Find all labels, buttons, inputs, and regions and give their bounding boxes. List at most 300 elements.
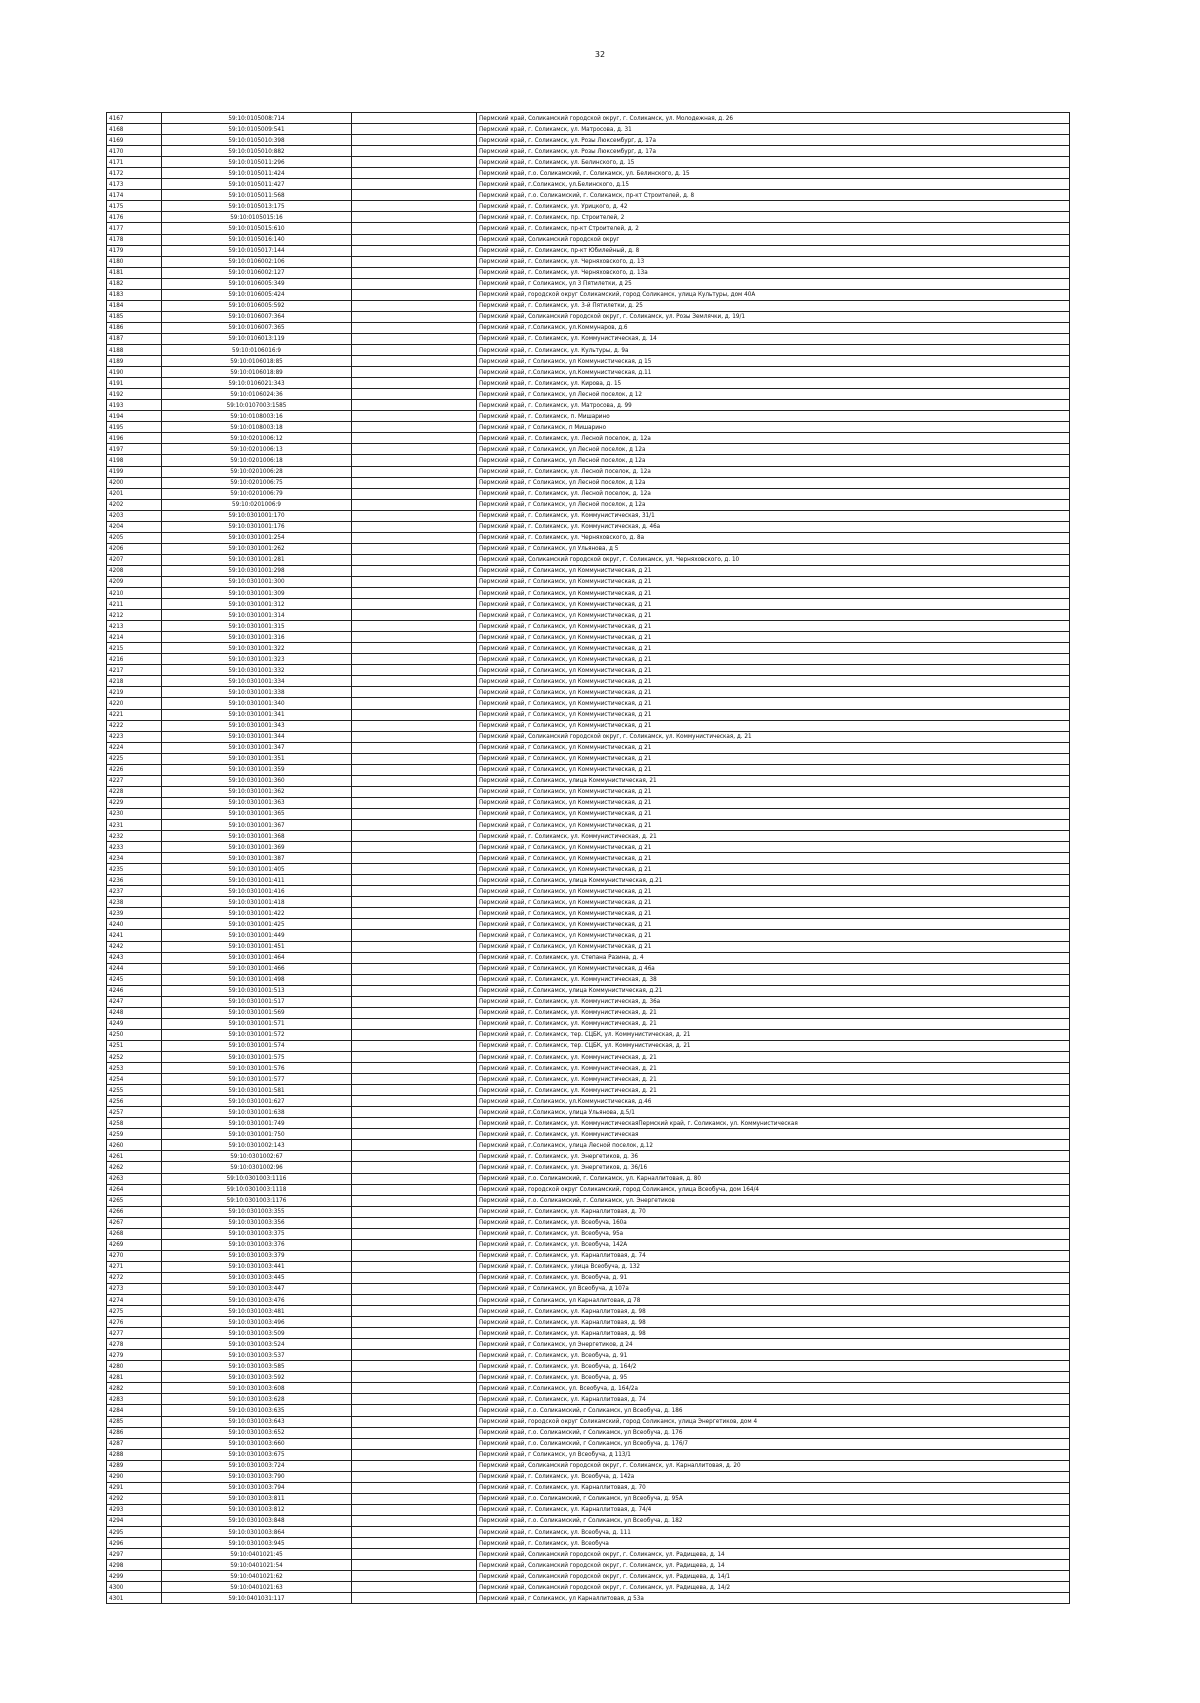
address-cell: Пермский край, г. Соликамск, ул. Белинского, д. 15	[477, 157, 1070, 168]
row-number-cell: 4237	[107, 886, 162, 897]
table-row	[107, 1085, 1070, 1096]
address-cell: Пермский край, г Соликамск, ул Коммунистическая, д 21	[477, 786, 1070, 797]
empty-cell	[352, 1195, 477, 1206]
address-cell: Пермский край, г. Соликамск, ул. Коммунистическая, д. 21	[477, 1051, 1070, 1062]
table-row	[107, 1493, 1070, 1504]
empty-cell	[352, 1140, 477, 1151]
address-cell: Пермский край, г. Соликамск, ул. Лесной поселок, д. 12а	[477, 488, 1070, 499]
cadastral-number-cell: 59:10:0105016:140	[162, 234, 352, 245]
empty-cell	[352, 157, 477, 168]
address-cell: Пермский край, г.Соликамск, ул.Коммунистическая, д.11	[477, 367, 1070, 378]
cadastral-number-cell: 59:10:0106016:9	[162, 344, 352, 355]
cadastral-number-cell: 59:10:0301003:481	[162, 1306, 352, 1317]
address-cell: Пермский край, г Соликамск, ул Коммунистическая, д 21	[477, 930, 1070, 941]
row-number-cell: 4283	[107, 1394, 162, 1405]
cadastral-number-cell: 59:10:0301003:376	[162, 1239, 352, 1250]
empty-cell	[352, 632, 477, 643]
cadastral-number-cell: 59:10:0301003:585	[162, 1361, 352, 1372]
cadastral-number-cell: 59:10:0401021:62	[162, 1571, 352, 1582]
cadastral-number-cell: 59:10:0301003:447	[162, 1283, 352, 1294]
address-cell: Пермский край, г Соликамск, ул Коммунистическая, д 21	[477, 676, 1070, 687]
address-cell: Пермский край, г.Соликамск, улица Лесной поселок, д.12	[477, 1140, 1070, 1151]
table-row	[107, 786, 1070, 797]
cadastral-number-cell: 59:10:0301003:537	[162, 1350, 352, 1361]
cadastral-number-cell: 59:10:0301003:675	[162, 1449, 352, 1460]
empty-cell	[352, 820, 477, 831]
cadastral-number-cell: 59:10:0301001:351	[162, 753, 352, 764]
row-number-cell: 4297	[107, 1549, 162, 1560]
cadastral-number-cell: 59:10:0301003:628	[162, 1394, 352, 1405]
address-cell: Пермский край, г. Соликамск, ул. Матросова, д. 99	[477, 400, 1070, 411]
row-number-cell: 4183	[107, 289, 162, 300]
row-number-cell: 4187	[107, 333, 162, 344]
address-cell: Пермский край, г Соликамск, ул Карналлитовая, д 53а	[477, 1593, 1070, 1604]
table-row	[107, 378, 1070, 389]
address-cell: Пермский край, Соликамский городской округ, г. Соликамск, ул. Радищева, д. 14	[477, 1549, 1070, 1560]
address-cell: Пермский край, Соликамский городской округ, г. Соликамск, ул. Радищева, д. 14/1	[477, 1571, 1070, 1582]
row-number-cell: 4257	[107, 1107, 162, 1118]
cadastral-number-cell: 59:10:0107003:1585	[162, 400, 352, 411]
cadastral-number-cell: 59:10:0301003:794	[162, 1482, 352, 1493]
empty-cell	[352, 687, 477, 698]
table-row	[107, 455, 1070, 466]
empty-cell	[352, 1129, 477, 1140]
row-number-cell: 4301	[107, 1593, 162, 1604]
cadastral-number-cell: 59:10:0301003:509	[162, 1328, 352, 1339]
address-cell: Пермский край, г. Соликамск, пр-кт Строителей, д. 2	[477, 223, 1070, 234]
address-cell: Пермский край, г. Соликамск, ул. Всеобуча, 95а	[477, 1228, 1070, 1239]
cadastral-number-cell: 59:10:0106005:424	[162, 289, 352, 300]
row-number-cell: 4174	[107, 190, 162, 201]
address-cell: Пермский край, Соликамский городской округ	[477, 234, 1070, 245]
empty-cell	[352, 576, 477, 587]
table-row	[107, 1250, 1070, 1261]
empty-cell	[352, 422, 477, 433]
table-row	[107, 952, 1070, 963]
empty-cell	[352, 1272, 477, 1283]
cadastral-number-cell: 59:10:0301001:340	[162, 698, 352, 709]
address-cell: Пермский край, г Соликамск, ул Коммунистическая, д 21	[477, 709, 1070, 720]
empty-cell	[352, 930, 477, 941]
address-cell: Пермский край, г Соликамск, ул Лесной поселок, д 12а	[477, 455, 1070, 466]
address-cell: Пермский край, г Соликамск, ул Коммунистическая, д 46а	[477, 963, 1070, 974]
table-row	[107, 1272, 1070, 1283]
row-number-cell: 4209	[107, 576, 162, 587]
empty-cell	[352, 499, 477, 510]
empty-cell	[352, 333, 477, 344]
table-row	[107, 1571, 1070, 1582]
address-cell: Пермский край, городской округ Соликамский, город Соликамск, улица Энергетиков, дом 4	[477, 1416, 1070, 1427]
address-cell: Пермский край, г. Соликамск, ул. Коммунистическая, 31/1	[477, 510, 1070, 521]
empty-cell	[352, 886, 477, 897]
row-number-cell: 4175	[107, 201, 162, 212]
row-number-cell: 4215	[107, 643, 162, 654]
address-cell: Пермский край, г Соликамск, ул Коммунистическая, д 21	[477, 687, 1070, 698]
row-number-cell: 4253	[107, 1063, 162, 1074]
address-cell: Пермский край, г Соликамск, ул Ульянова, д 5	[477, 543, 1070, 554]
row-number-cell: 4239	[107, 908, 162, 919]
row-number-cell: 4197	[107, 444, 162, 455]
table-row	[107, 300, 1070, 311]
table-row	[107, 919, 1070, 930]
address-cell: Пермский край, г. Соликамск, ул. Всеобуча, д. 91	[477, 1272, 1070, 1283]
empty-cell	[352, 1560, 477, 1571]
cadastral-number-cell: 59:10:0301001:425	[162, 919, 352, 930]
row-number-cell: 4233	[107, 842, 162, 853]
cadastral-number-cell: 59:10:0301001:418	[162, 897, 352, 908]
table-row	[107, 1096, 1070, 1107]
empty-cell	[352, 1416, 477, 1427]
row-number-cell: 4178	[107, 234, 162, 245]
page-number: 32	[594, 50, 606, 59]
cadastral-number-cell: 59:10:0106018:89	[162, 367, 352, 378]
address-cell: Пермский край, г Соликамск, ул Всеобуча, д 107а	[477, 1283, 1070, 1294]
cadastral-number-cell: 59:10:0301003:496	[162, 1317, 352, 1328]
cadastral-number-cell: 59:10:0301001:387	[162, 853, 352, 864]
address-cell: Пермский край, г Соликамск, ул Лесной поселок, д 12а	[477, 499, 1070, 510]
address-cell: Пермский край, Соликамский городской округ, г. Соликамск, ул. Коммунистическая, д. 21	[477, 731, 1070, 742]
table-row	[107, 1261, 1070, 1272]
table-row	[107, 356, 1070, 367]
table-row	[107, 764, 1070, 775]
empty-cell	[352, 1372, 477, 1383]
address-cell: Пермский край, г. Соликамск, ул. Всеобуча, д. 164/2	[477, 1361, 1070, 1372]
address-cell: Пермский край, г. Соликамск, ул. Всеобуча, 160а	[477, 1217, 1070, 1228]
table-row	[107, 709, 1070, 720]
row-number-cell: 4172	[107, 168, 162, 179]
address-cell: Пермский край, г Соликамск, ул Коммунистическая, д 21	[477, 588, 1070, 599]
table-row	[107, 256, 1070, 267]
address-cell: Пермский край, г. Соликамск, ул. Всеобуча	[477, 1538, 1070, 1549]
row-number-cell: 4261	[107, 1151, 162, 1162]
table-row	[107, 223, 1070, 234]
address-cell: Пермский край, г. Соликамск, ул. Коммунистическая, д. 21	[477, 1018, 1070, 1029]
table-row	[107, 1162, 1070, 1173]
row-number-cell: 4227	[107, 775, 162, 786]
empty-cell	[352, 234, 477, 245]
empty-cell	[352, 344, 477, 355]
table-row	[107, 521, 1070, 532]
row-number-cell: 4248	[107, 1007, 162, 1018]
empty-cell	[352, 389, 477, 400]
empty-cell	[352, 1051, 477, 1062]
cadastral-number-cell: 59:10:0105010:882	[162, 146, 352, 157]
empty-cell	[352, 488, 477, 499]
address-cell: Пермский край, г Соликамск, ул Коммунистическая, д 21	[477, 908, 1070, 919]
table-row	[107, 1295, 1070, 1306]
cadastral-number-cell: 59:10:0301003:1118	[162, 1184, 352, 1195]
empty-cell	[352, 466, 477, 477]
row-number-cell: 4211	[107, 599, 162, 610]
address-cell: Пермский край, Соликамский городской округ, г. Соликамск, ул. Черняховского, д. 10	[477, 554, 1070, 565]
row-number-cell: 4274	[107, 1295, 162, 1306]
table-row	[107, 499, 1070, 510]
table-row	[107, 864, 1070, 875]
table-row	[107, 135, 1070, 146]
address-cell: Пермский край, г. Соликамск, ул. 3-й Пятилетки, д. 25	[477, 300, 1070, 311]
empty-cell	[352, 1460, 477, 1471]
row-number-cell: 4278	[107, 1339, 162, 1350]
cadastral-number-cell: 59:10:0301002:96	[162, 1162, 352, 1173]
cadastral-number-cell: 59:10:0106018:85	[162, 356, 352, 367]
address-cell: Пермский край, г. Соликамск, ул. Карналлитовая, д. 74/4	[477, 1504, 1070, 1515]
row-number-cell: 4171	[107, 157, 162, 168]
table-row	[107, 1063, 1070, 1074]
empty-cell	[352, 1306, 477, 1317]
row-number-cell: 4206	[107, 543, 162, 554]
row-number-cell: 4203	[107, 510, 162, 521]
row-number-cell: 4251	[107, 1040, 162, 1051]
table-row	[107, 1228, 1070, 1239]
empty-cell	[352, 1018, 477, 1029]
address-cell: Пермский край, г Соликамск, ул Коммунистическая, д 21	[477, 599, 1070, 610]
empty-cell	[352, 455, 477, 466]
cadastral-number-cell: 59:10:0301001:577	[162, 1074, 352, 1085]
table-row	[107, 190, 1070, 201]
row-number-cell: 4245	[107, 974, 162, 985]
row-number-cell: 4296	[107, 1538, 162, 1549]
table-row	[107, 565, 1070, 576]
empty-cell	[352, 676, 477, 687]
cadastral-number-cell: 59:10:0301001:312	[162, 599, 352, 610]
empty-cell	[352, 1151, 477, 1162]
row-number-cell: 4291	[107, 1482, 162, 1493]
cadastral-number-cell: 59:10:0105015:16	[162, 212, 352, 223]
cadastral-number-cell: 59:10:0301001:750	[162, 1129, 352, 1140]
address-cell: Пермский край, г Соликамск, ул Коммунистическая, д 15	[477, 356, 1070, 367]
address-cell: Пермский край, г. Соликамск, ул. Всеобуча, д. 95	[477, 1372, 1070, 1383]
address-cell: Пермский край, г Соликамск, ул Лесной поселок, д 12а	[477, 477, 1070, 488]
row-number-cell: 4208	[107, 565, 162, 576]
cadastral-number-cell: 59:10:0301001:569	[162, 1007, 352, 1018]
row-number-cell: 4169	[107, 135, 162, 146]
empty-cell	[352, 1593, 477, 1604]
empty-cell	[352, 610, 477, 621]
row-number-cell: 4241	[107, 930, 162, 941]
cadastral-number-cell: 59:10:0301001:449	[162, 930, 352, 941]
empty-cell	[352, 411, 477, 422]
row-number-cell: 4188	[107, 344, 162, 355]
row-number-cell: 4242	[107, 941, 162, 952]
cadastral-number-cell: 59:10:0301001:411	[162, 875, 352, 886]
table-row	[107, 477, 1070, 488]
address-cell: Пермский край, г.Соликамск, улица Коммунистическая, 21	[477, 775, 1070, 786]
table-row	[107, 853, 1070, 864]
table-row	[107, 1074, 1070, 1085]
address-cell: Пермский край, г Соликамск, ул Коммунистическая, д 21	[477, 643, 1070, 654]
empty-cell	[352, 1438, 477, 1449]
empty-cell	[352, 1515, 477, 1526]
row-number-cell: 4287	[107, 1438, 162, 1449]
empty-cell	[352, 532, 477, 543]
cadastral-number-cell: 59:10:0105011:427	[162, 179, 352, 190]
table-row	[107, 1504, 1070, 1515]
cadastral-number-cell: 59:10:0301001:576	[162, 1063, 352, 1074]
cadastral-number-cell: 59:10:0401021:63	[162, 1582, 352, 1593]
empty-cell	[352, 1206, 477, 1217]
row-number-cell: 4235	[107, 864, 162, 875]
row-number-cell: 4286	[107, 1427, 162, 1438]
cadastral-number-cell: 59:10:0301001:341	[162, 709, 352, 720]
row-number-cell: 4272	[107, 1272, 162, 1283]
table-row	[107, 1217, 1070, 1228]
cadastral-number-cell: 59:10:0301001:572	[162, 1029, 352, 1040]
table-row	[107, 941, 1070, 952]
address-cell: Пермский край, г.о. Соликамский, г Соликамск, ул Всеобуча, д. 186	[477, 1405, 1070, 1416]
row-number-cell: 4177	[107, 223, 162, 234]
cadastral-number-cell: 59:10:0301003:724	[162, 1460, 352, 1471]
address-cell: Пермский край, г Соликамск, ул Коммунистическая, д 21	[477, 842, 1070, 853]
empty-cell	[352, 168, 477, 179]
cadastral-number-cell: 59:10:0201006:9	[162, 499, 352, 510]
table-row	[107, 367, 1070, 378]
empty-cell	[352, 1582, 477, 1593]
table-row	[107, 676, 1070, 687]
address-cell: Пермский край, г. Соликамск, ул. Культуры, д. 9а	[477, 344, 1070, 355]
cadastral-number-cell: 59:10:0108003:18	[162, 422, 352, 433]
empty-cell	[352, 201, 477, 212]
address-cell: Пермский край, г. Соликамск, ул. Черняховского, д. 13а	[477, 267, 1070, 278]
address-cell: Пермский край, г Соликамск, ул Карналлитовая, д 78	[477, 1295, 1070, 1306]
empty-cell	[352, 1394, 477, 1405]
row-number-cell: 4252	[107, 1051, 162, 1062]
row-number-cell: 4293	[107, 1504, 162, 1515]
table-row	[107, 124, 1070, 135]
address-cell: Пермский край, г. Соликамск, ул. Коммунистическая	[477, 1129, 1070, 1140]
table-row	[107, 820, 1070, 831]
cadastral-number-cell: 59:10:0301002:143	[162, 1140, 352, 1151]
address-cell: Пермский край, г. Соликамск, ул. Коммунистическая, д. 21	[477, 1085, 1070, 1096]
address-cell: Пермский край, г.Соликамск, ул.Коммунаров, д.6	[477, 322, 1070, 333]
row-number-cell: 4255	[107, 1085, 162, 1096]
row-number-cell: 4198	[107, 455, 162, 466]
empty-cell	[352, 875, 477, 886]
address-cell: Пермский край, г Соликамск, ул Коммунистическая, д 21	[477, 632, 1070, 643]
empty-cell	[352, 654, 477, 665]
row-number-cell: 4230	[107, 808, 162, 819]
cadastral-number-cell: 59:10:0301001:170	[162, 510, 352, 521]
row-number-cell: 4232	[107, 831, 162, 842]
address-cell: Пермский край, г. Соликамск, пр. Строителей, 2	[477, 212, 1070, 223]
cadastral-number-cell: 59:10:0401031:117	[162, 1593, 352, 1604]
empty-cell	[352, 1063, 477, 1074]
row-number-cell: 4271	[107, 1261, 162, 1272]
cadastral-number-cell: 59:10:0105011:296	[162, 157, 352, 168]
empty-cell	[352, 853, 477, 864]
empty-cell	[352, 1096, 477, 1107]
empty-cell	[352, 1549, 477, 1560]
empty-cell	[352, 135, 477, 146]
table-row	[107, 1372, 1070, 1383]
cadastral-number-cell: 59:10:0301001:314	[162, 610, 352, 621]
table-row	[107, 831, 1070, 842]
table-row	[107, 422, 1070, 433]
table-row	[107, 245, 1070, 256]
address-cell: Пермский край, г Соликамск, ул Лесной поселок, д 12	[477, 389, 1070, 400]
cadastral-number-cell: 59:10:0301001:254	[162, 532, 352, 543]
row-number-cell: 4279	[107, 1350, 162, 1361]
address-cell: Пермский край, г. Соликамск, ул. Всеобуча, д. 111	[477, 1527, 1070, 1538]
cadastral-number-cell: 59:10:0301001:309	[162, 588, 352, 599]
row-number-cell: 4220	[107, 698, 162, 709]
table-row	[107, 1538, 1070, 1549]
address-cell: Пермский край, г.о. Соликамский, г. Соликамск, пр-кт Строителей, д. 8	[477, 190, 1070, 201]
empty-cell	[352, 256, 477, 267]
cadastral-number-cell: 59:10:0105013:175	[162, 201, 352, 212]
row-number-cell: 4280	[107, 1361, 162, 1372]
address-cell: Пермский край, Соликамский городской округ, г. Соликамск, ул. Радищева, д. 14/2	[477, 1582, 1070, 1593]
address-cell: Пермский край, г.Соликамск, ул. Всеобуча, д. 164/2а	[477, 1383, 1070, 1394]
empty-cell	[352, 775, 477, 786]
empty-cell	[352, 996, 477, 1007]
row-number-cell: 4168	[107, 124, 162, 135]
empty-cell	[352, 1250, 477, 1261]
cadastral-number-cell: 59:10:0301003:812	[162, 1504, 352, 1515]
cadastral-number-cell: 59:10:0301001:262	[162, 543, 352, 554]
table-row	[107, 411, 1070, 422]
row-number-cell: 4282	[107, 1383, 162, 1394]
address-cell: Пермский край, г.Соликамск, улица Ульянова, д.5/1	[477, 1107, 1070, 1118]
table-row	[107, 842, 1070, 853]
cadastral-number-cell: 59:10:0401021:54	[162, 1560, 352, 1571]
empty-cell	[352, 554, 477, 565]
row-number-cell: 4224	[107, 742, 162, 753]
table-row	[107, 1051, 1070, 1062]
row-number-cell: 4240	[107, 919, 162, 930]
cadastral-number-cell: 59:10:0301001:367	[162, 820, 352, 831]
empty-cell	[352, 1239, 477, 1250]
address-cell: Пермский край, г. Соликамск, ул. Карналлитовая, д. 70	[477, 1206, 1070, 1217]
table-row	[107, 753, 1070, 764]
table-row	[107, 157, 1070, 168]
cadastral-number-cell: 59:10:0301001:362	[162, 786, 352, 797]
table-row	[107, 1151, 1070, 1162]
empty-cell	[352, 1471, 477, 1482]
address-cell: Пермский край, г. Соликамск, ул. Черняховского, д. 8а	[477, 532, 1070, 543]
address-cell: Пермский край, г Соликамск, ул Коммунистическая, д 21	[477, 919, 1070, 930]
row-number-cell: 4217	[107, 665, 162, 676]
empty-cell	[352, 1482, 477, 1493]
table-row	[107, 1427, 1070, 1438]
row-number-cell: 4213	[107, 621, 162, 632]
empty-cell	[352, 510, 477, 521]
empty-cell	[352, 477, 477, 488]
table-row	[107, 1007, 1070, 1018]
cadastral-number-cell: 59:10:0301001:451	[162, 941, 352, 952]
row-number-cell: 4194	[107, 411, 162, 422]
cadastral-number-cell: 59:10:0105008:714	[162, 113, 352, 124]
table-row	[107, 908, 1070, 919]
table-row	[107, 1173, 1070, 1184]
address-cell: Пермский край, г Соликамск, ул Коммунистическая, д 21	[477, 886, 1070, 897]
cadastral-number-cell: 59:10:0301001:334	[162, 676, 352, 687]
address-cell: Пермский край, г.Соликамск, улица Коммунистическая, д.21	[477, 875, 1070, 886]
address-cell: Пермский край, г Соликамск, ул Коммунистическая, д 21	[477, 853, 1070, 864]
cadastral-number-cell: 59:10:0106024:36	[162, 389, 352, 400]
table-row	[107, 322, 1070, 333]
table-row	[107, 1438, 1070, 1449]
address-cell: Пермский край, г. Соликамск, ул. Урицкого, д. 42	[477, 201, 1070, 212]
address-cell: Пермский край, г Соликамск, ул Коммунистическая, д 21	[477, 621, 1070, 632]
address-cell: Пермский край, г. Соликамск, ул. Карналлитовая, д. 98	[477, 1306, 1070, 1317]
table-row	[107, 610, 1070, 621]
address-cell: Пермский край, г. Соликамск, пр-кт Юбилейный, д. 8	[477, 245, 1070, 256]
row-number-cell: 4212	[107, 610, 162, 621]
row-number-cell: 4231	[107, 820, 162, 831]
cadastral-number-cell: 59:10:0301003:790	[162, 1471, 352, 1482]
table-row	[107, 1107, 1070, 1118]
table-row	[107, 466, 1070, 477]
